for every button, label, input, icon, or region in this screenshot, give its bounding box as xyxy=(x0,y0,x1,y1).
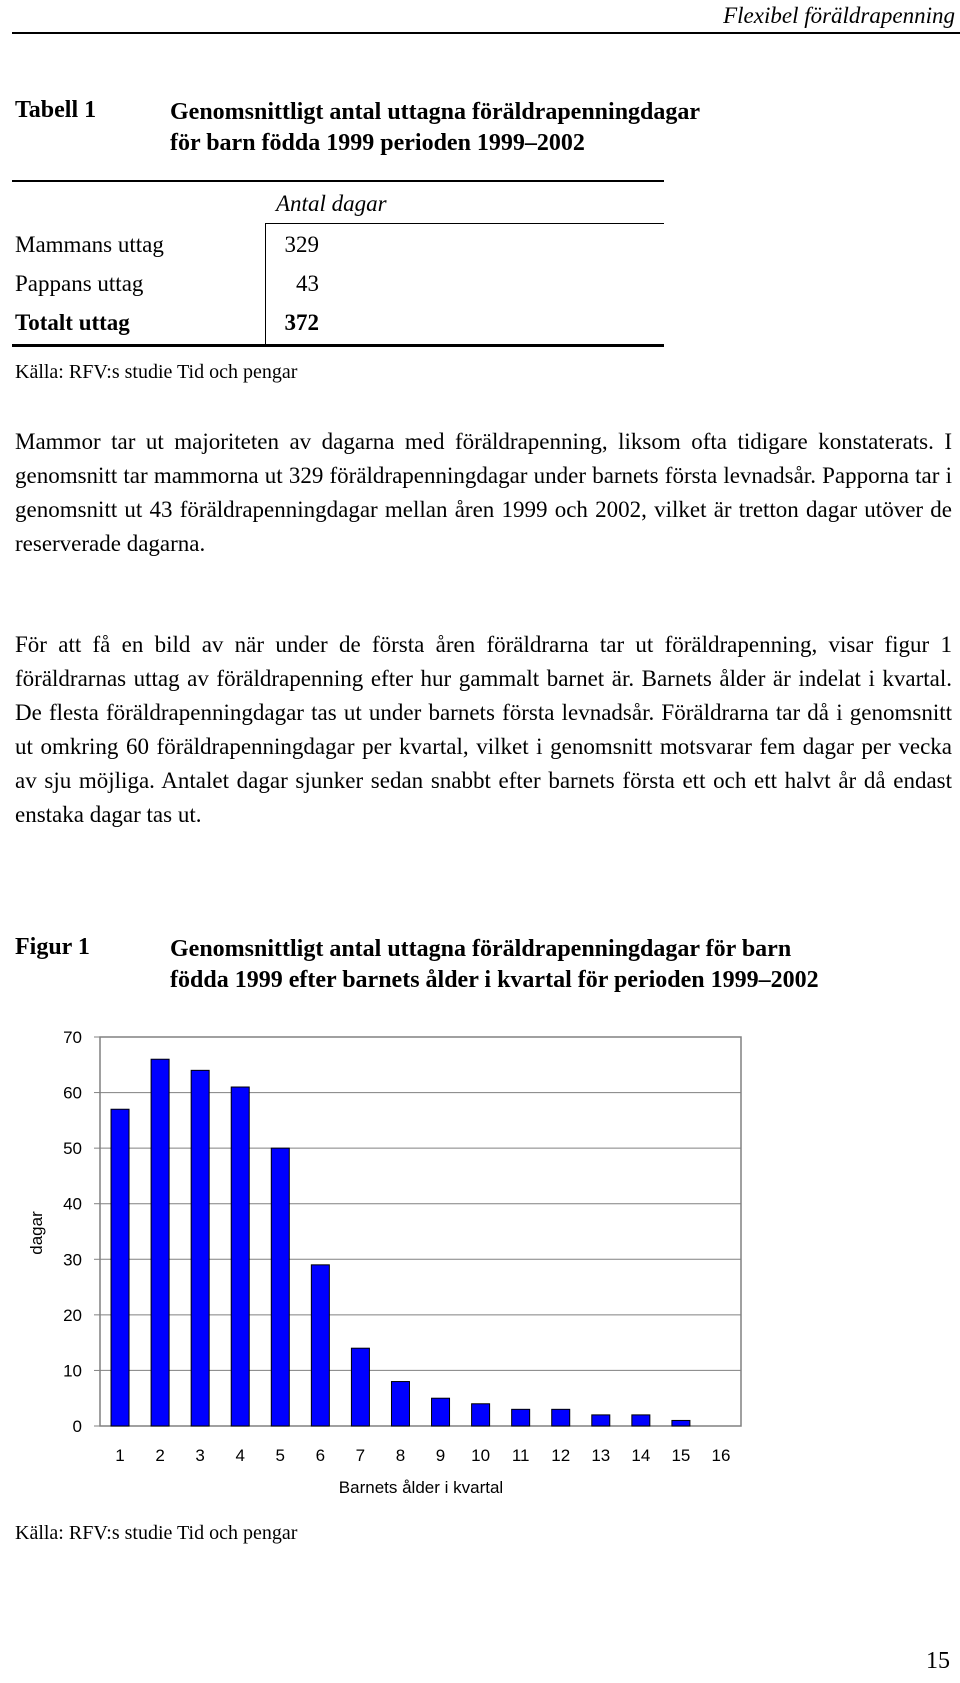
bar-14 xyxy=(632,1415,650,1426)
page-number: 15 xyxy=(926,1648,950,1674)
table-header-rule xyxy=(265,223,664,224)
bar-3 xyxy=(191,1070,209,1426)
chart-x-ticks xyxy=(115,1446,730,1465)
figure-label: Figur 1 xyxy=(15,934,90,960)
y-tick-label: 30 xyxy=(63,1250,82,1270)
bar-13 xyxy=(592,1415,610,1426)
bar-chart xyxy=(0,1005,960,1515)
bar-5 xyxy=(271,1148,289,1426)
x-tick-label: 3 xyxy=(195,1446,205,1465)
paragraph: Mammor tar ut majoriteten av dagarna med föräldrapenning, liksom ofta tidigare konstaterats. I genomsnitt tar mammorna ut 329 föräldrapenningdagar under barnets första levnadsår. Papporna tar i genomsnitt ut 43 föräldrapenningdagar mellan åren 1999 och 2002, vilket är tretton dagar utöver de reserverade dagarna. xyxy=(15,429,952,556)
x-tick-label: 6 xyxy=(315,1446,326,1465)
x-tick-label: 13 xyxy=(591,1446,611,1465)
y-axis-title: dagar xyxy=(27,1211,46,1255)
x-tick-label: 10 xyxy=(471,1446,491,1465)
table-column-header: Antal dagar xyxy=(276,191,387,216)
chart-y-ticks xyxy=(63,1028,100,1436)
y-tick-label: 60 xyxy=(63,1083,82,1103)
x-tick-label: 11 xyxy=(511,1446,530,1465)
table-source: Källa: RFV:s studie Tid och pengar xyxy=(15,361,298,383)
table-title-line-2: för barn födda 1999 perioden 1999–2002 xyxy=(170,130,585,156)
bar-6 xyxy=(311,1265,329,1426)
table-title-line-1: Genomsnittligt antal uttagna föräldrapenningdagar xyxy=(170,99,701,125)
bar-2 xyxy=(151,1059,169,1426)
header-rule xyxy=(12,32,960,34)
bar-10 xyxy=(472,1404,490,1426)
bar-8 xyxy=(391,1382,409,1426)
figure-title-line-1: Genomsnittligt antal uttagna föräldrapenningdagar för barn xyxy=(170,936,792,962)
x-tick-label: 8 xyxy=(395,1446,406,1465)
table-row-value: 43 xyxy=(296,271,319,296)
figure-title xyxy=(170,934,819,996)
x-tick-label: 2 xyxy=(155,1446,165,1465)
bar-9 xyxy=(432,1398,450,1426)
table-top-rule xyxy=(12,180,664,182)
table-row-label-total: Totalt uttag xyxy=(15,310,130,335)
bar-12 xyxy=(552,1409,570,1426)
y-tick-label: 20 xyxy=(63,1305,82,1325)
x-tick-label: 14 xyxy=(631,1446,651,1465)
bar-7 xyxy=(351,1348,369,1426)
x-tick-label: 4 xyxy=(235,1446,245,1465)
x-tick-label: 5 xyxy=(275,1446,286,1465)
figure-source: Källa: RFV:s studie Tid och pengar xyxy=(15,1522,298,1544)
paragraph: För att få en bild av när under de första åren föräldrarna tar ut föräldrapenning, visar figur 1 föräldrarnas uttag av föräldrapenning efter hur gammalt barnet är. Barnets ålder är indelat i kvartal. De flesta föräldrapenningdagar tas ut under barnets första levnadsår. Föräldrarna tar då i genomsnitt ut omkring 60 föräldrapenningdagar per kvartal, vilket i genomsnitt motsvarar fem dagar per vecka av sju möjliga. Antalet dagar sjunker sedan snabbt efter barnets första ett och ett halvt år då endast enstaka dagar tas ut. xyxy=(15,632,952,827)
y-tick-label: 50 xyxy=(63,1139,82,1159)
x-tick-label: 15 xyxy=(671,1446,691,1465)
table-row-label: Pappans uttag xyxy=(15,271,144,296)
x-tick-label: 16 xyxy=(711,1446,731,1465)
chart-bars xyxy=(111,1059,690,1426)
y-tick-label: 70 xyxy=(63,1028,82,1047)
x-tick-label: 12 xyxy=(551,1446,571,1465)
bar-1 xyxy=(111,1109,129,1426)
x-tick-label: 9 xyxy=(435,1446,446,1465)
table-label: Tabell 1 xyxy=(15,97,97,123)
running-head: Flexibel föräldrapenning xyxy=(723,3,955,28)
table-row-value-total: 372 xyxy=(284,310,319,335)
bar-11 xyxy=(512,1409,530,1426)
table-title xyxy=(170,97,700,159)
x-tick-label: 7 xyxy=(355,1446,366,1465)
x-tick-label: 1 xyxy=(115,1446,125,1465)
bar-4 xyxy=(231,1087,249,1426)
table-row-value: 329 xyxy=(284,232,319,257)
table-divider xyxy=(265,223,266,345)
figure-title-line-2: födda 1999 efter barnets ålder i kvartal för perioden 1999–2002 xyxy=(170,967,819,993)
x-axis-title: Barnets ålder i kvartal xyxy=(338,1478,504,1497)
table-bottom-rule xyxy=(12,344,664,347)
table-row-label: Mammans uttag xyxy=(15,232,164,257)
y-tick-label: 0 xyxy=(72,1417,82,1436)
bar-15 xyxy=(672,1420,690,1426)
y-tick-label: 40 xyxy=(63,1194,82,1214)
y-tick-label: 10 xyxy=(63,1361,82,1381)
